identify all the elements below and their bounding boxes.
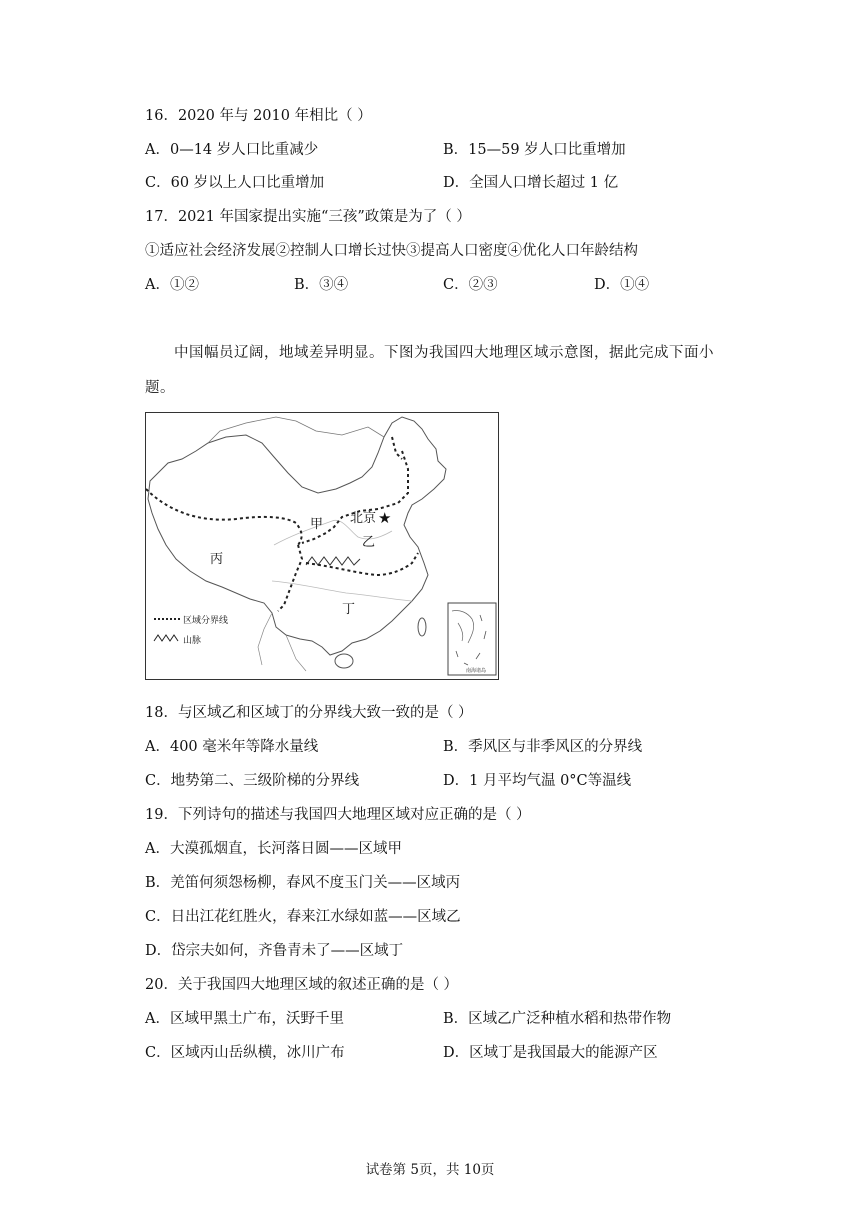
inset-caption: 南海诸岛 xyxy=(466,668,487,674)
q17-option-d: D．①④ xyxy=(594,277,650,293)
q18-option-c: C．地势第二、三级阶梯的分界线 xyxy=(145,773,360,789)
q17-option-b: B．③④ xyxy=(294,277,349,293)
region-jia-label: 甲 xyxy=(310,517,324,532)
boundary-bing-ding xyxy=(278,545,302,611)
q20-option-d: D．区域丁是我国最大的能源产区 xyxy=(443,1045,658,1061)
page-footer: 试卷第 5页，共 10页 xyxy=(365,1162,495,1178)
q16-stem: 16．2020 年与 2010 年相比（ ） xyxy=(145,108,372,124)
legend-boundary-label: 区域分界线 xyxy=(183,616,229,626)
boundary-yi-ding xyxy=(306,553,418,575)
china-regions-map xyxy=(145,412,499,680)
map-drawing xyxy=(146,413,498,679)
q18-option-d: D．1 月平均气温 0°C等温线 xyxy=(443,773,632,789)
legend-mountain-symbol xyxy=(154,635,178,641)
q18-option-b: B．季风区与非季风区的分界线 xyxy=(443,739,643,755)
intro-line-1: 中国幅员辽阔，地域差异明显。下图为我国四大地理区域示意图，据此完成下面小 xyxy=(174,345,714,361)
q19-option-b: B．羌笛何须怨杨柳，春风不度玉门关——区域丙 xyxy=(145,875,461,891)
neighbor-border-south xyxy=(258,613,306,671)
q18-stem: 18．与区域乙和区域丁的分界线大致一致的是（ ） xyxy=(145,705,473,721)
q17-option-c: C．②③ xyxy=(443,277,498,293)
q19-stem: 19．下列诗句的描述与我国四大地理区域对应正确的是（ ） xyxy=(145,807,531,823)
q20-option-a: A．区域甲黑土广布，沃野千里 xyxy=(145,1011,344,1027)
region-bing-label: 丙 xyxy=(210,552,224,567)
legend-mountain-label: 山脉 xyxy=(183,636,202,646)
hainan-island xyxy=(335,654,353,668)
q16-option-d: D．全国人口增长超过 1 亿 xyxy=(443,175,619,191)
south-sea-inset xyxy=(448,603,496,675)
q20-stem: 20．关于我国四大地理区域的叙述正确的是（ ） xyxy=(145,977,459,993)
capital-label: 北京 xyxy=(350,511,377,526)
q17-detail: ①适应社会经济发展②控制人口增长过快③提高人口密度④优化人口年龄结构 xyxy=(145,243,638,259)
q16-option-b: B．15—59 岁人口比重增加 xyxy=(443,142,626,158)
boundary-jia-yi-top xyxy=(392,437,402,459)
q20-option-c: C．区域丙山岳纵横，冰川广布 xyxy=(145,1045,345,1061)
q19-option-a: A．大漠孤烟直，长河落日圆——区域甲 xyxy=(145,841,402,857)
beijing-star-icon: ★ xyxy=(378,509,392,527)
q20-option-b: B．区域乙广泛种植水稻和热带作物 xyxy=(443,1011,672,1027)
q17-stem: 17．2021 年国家提出实施“三孩”政策是为了（ ） xyxy=(145,209,471,225)
region-ding-label: 丁 xyxy=(342,602,356,617)
yangtze-river xyxy=(272,581,412,601)
q19-option-d: D．岱宗夫如何，齐鲁青未了——区域丁 xyxy=(145,943,404,959)
q17-option-a: A．①② xyxy=(145,277,199,293)
boundary-jia-bing xyxy=(146,489,302,545)
q16-option-c: C．60 岁以上人口比重增加 xyxy=(145,175,325,191)
q18-option-a: A．400 毫米年等降水量线 xyxy=(145,739,319,755)
q16-option-a: A．0—14 岁人口比重减少 xyxy=(145,142,319,158)
neighbor-border-north xyxy=(208,417,384,443)
region-yi-label: 乙 xyxy=(362,535,376,550)
intro-line-2: 题。 xyxy=(145,380,175,396)
taiwan-island xyxy=(418,618,426,636)
q19-option-c: C．日出江花红胜火，春来江水绿如蓝——区域乙 xyxy=(145,909,461,925)
